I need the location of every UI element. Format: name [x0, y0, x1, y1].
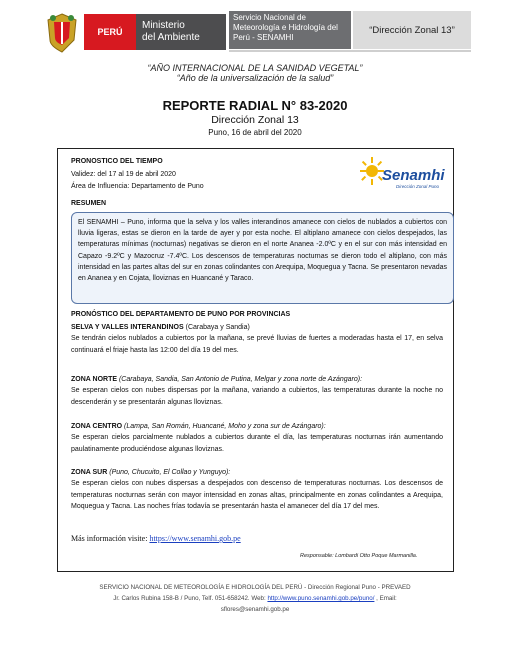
- selva-text: Se tendrán cielos nublados a cubiertos por la mañana, se prevé lluvias de fuertes a moderadas hasta el 17, en selva continuará el friaje hasta las 12:00 del día 19 del mes.: [71, 335, 443, 354]
- year-name-1: “AÑO INTERNACIONAL DE LA SANIDAD VEGETAL”: [147, 63, 363, 73]
- senamhi-label: [229, 11, 351, 49]
- senamhi-logo: [360, 155, 444, 195]
- senamhi-website-link[interactable]: https://www.senamhi.gob.pe: [149, 534, 241, 543]
- responsible-text: Responsable: Lombardi Otto Poque Marmanilla.: [300, 553, 418, 559]
- selva-section: [71, 322, 443, 356]
- footer-email: sflores@senamhi.gob.pe: [220, 606, 290, 613]
- norte-title: ZONA NORTE: [71, 376, 118, 383]
- sur-text: Se esperan cielos con nubes dispersas a despejados con descenso de temperaturas nocturnas. Los descensos de temperaturas nocturnas serán con mayor intensidad en zonas altas, principalmente en zonas colindantes a Arequipa, Moquegua y Tacna. Las noches frías todavía se presentarán hasta el amanecer del día 17 del mes.: [71, 480, 443, 510]
- norte-section: [71, 374, 443, 408]
- norte-text: Se esperan cielos con nubes dispersas por la mañana, variando a cubiertos, las temperaturas durante la noche no descenderán y se presentarán algunas lloviznas.: [71, 387, 443, 406]
- area-text: Área de Influencia: Departamento de Puno: [71, 183, 204, 190]
- senamhi-line-2: Meteorología e Hidrología del: [233, 23, 338, 32]
- footer-line-2: [0, 595, 510, 602]
- resumen-box: [71, 212, 454, 304]
- resumen-text: El SENAMHI – Puno, informa que la selva y los valles interandinos amanece con cielos de nublados a cubiertos con lluvia ligeras, estas se dieron en la tarde de ayer y por esta noche. El altiplano amanece con cielos despejados, las temperaturas mínimas (nocturnas) negativas se dieron en el norte Ananea -2.0ºC y en el sur con más intensidad en Capazo -9.2ºC y Mazocruz -7.4ºC. Los descensos de temperaturas nocturnas se dieron todo el altiplano, con más intensidad en las partes altas del sur en zonas colindantes con Arequipa, Moquegua y Tacna. Se presentaron nevadas en Ananea y en Cojata, lloviznas en Huancané y Taraco.: [78, 219, 447, 283]
- sur-section: [71, 467, 443, 512]
- country-text: PERÚ: [97, 27, 123, 37]
- resumen-heading: RESUMEN: [71, 200, 107, 207]
- report-subtitle: Dirección Zonal 13: [211, 114, 299, 126]
- footer-line-1: SERVICIO NACIONAL DE METEOROLOGÍA E HIDROLOGÍA DEL PERÚ - Dirección Regional Puno - PREVAED: [99, 584, 411, 591]
- validity-text: Validez: del 17 al 19 de abril 2020: [71, 171, 176, 178]
- norte-places: (Carabaya, Sandia, San Antonio de Putina, Melgar y zona norte de Azángaro):: [117, 376, 363, 383]
- ministry-line-1: Ministerio: [142, 20, 185, 31]
- more-info-label: Más información visite:: [71, 534, 150, 543]
- selva-places: (Carabaya y Sandia): [183, 324, 250, 331]
- logo-tagline: Dirección Zonal Puno: [396, 184, 440, 189]
- peru-coat-of-arms-icon: [44, 12, 80, 54]
- senamhi-line-1: Servicio Nacional de: [233, 13, 306, 22]
- sur-places: (Puno, Chucuito, El Collao y Yunguyo):: [107, 469, 231, 476]
- centro-text: Se esperan cielos parcialmente nublados a cubiertos durante el día, las temperaturas nocturnas irán aumentando paulatinamente produciéndose algunas lloviznas.: [71, 434, 443, 453]
- footer-web-link[interactable]: http://www.puno.senamhi.gob.pe/puno/: [267, 595, 375, 602]
- year-name-2: “Año de la universalización de la salud”: [176, 73, 334, 83]
- centro-places: (Lampa, San Román, Huancané, Moho y zona sur de Azángaro):: [122, 423, 326, 430]
- footer-address: Jr. Carlos Rubina 158-B / Puno, Telf. 051-658242. Web:: [113, 595, 268, 602]
- ministry-line-2: del Ambiente: [142, 32, 200, 43]
- centro-title: ZONA CENTRO: [71, 423, 123, 430]
- header-divider: [229, 50, 471, 52]
- report-title: REPORTE RADIAL N° 83-2020: [162, 98, 348, 113]
- zone-label: [353, 11, 471, 49]
- selva-title: SELVA Y VALLES INTERANDINOS: [71, 324, 184, 331]
- sur-title: ZONA SUR: [71, 469, 108, 476]
- centro-section: [71, 421, 443, 455]
- ministry-label: [136, 14, 226, 50]
- footer-email-label: , Email:: [374, 595, 397, 602]
- more-info: [71, 534, 241, 543]
- provincias-heading: PRONÓSTICO DEL DEPARTAMENTO DE PUNO POR PROVINCIAS: [71, 311, 291, 318]
- peru-label: [84, 14, 136, 50]
- report-date: Puno, 16 de abril del 2020: [208, 128, 302, 137]
- logo-name: Senamhi: [382, 167, 445, 184]
- zone-text: “Dirección Zonal 13”: [369, 24, 455, 36]
- senamhi-line-3: Perú - SENAMHI: [233, 33, 294, 42]
- pronostico-heading: PRONOSTICO DEL TIEMPO: [71, 158, 163, 165]
